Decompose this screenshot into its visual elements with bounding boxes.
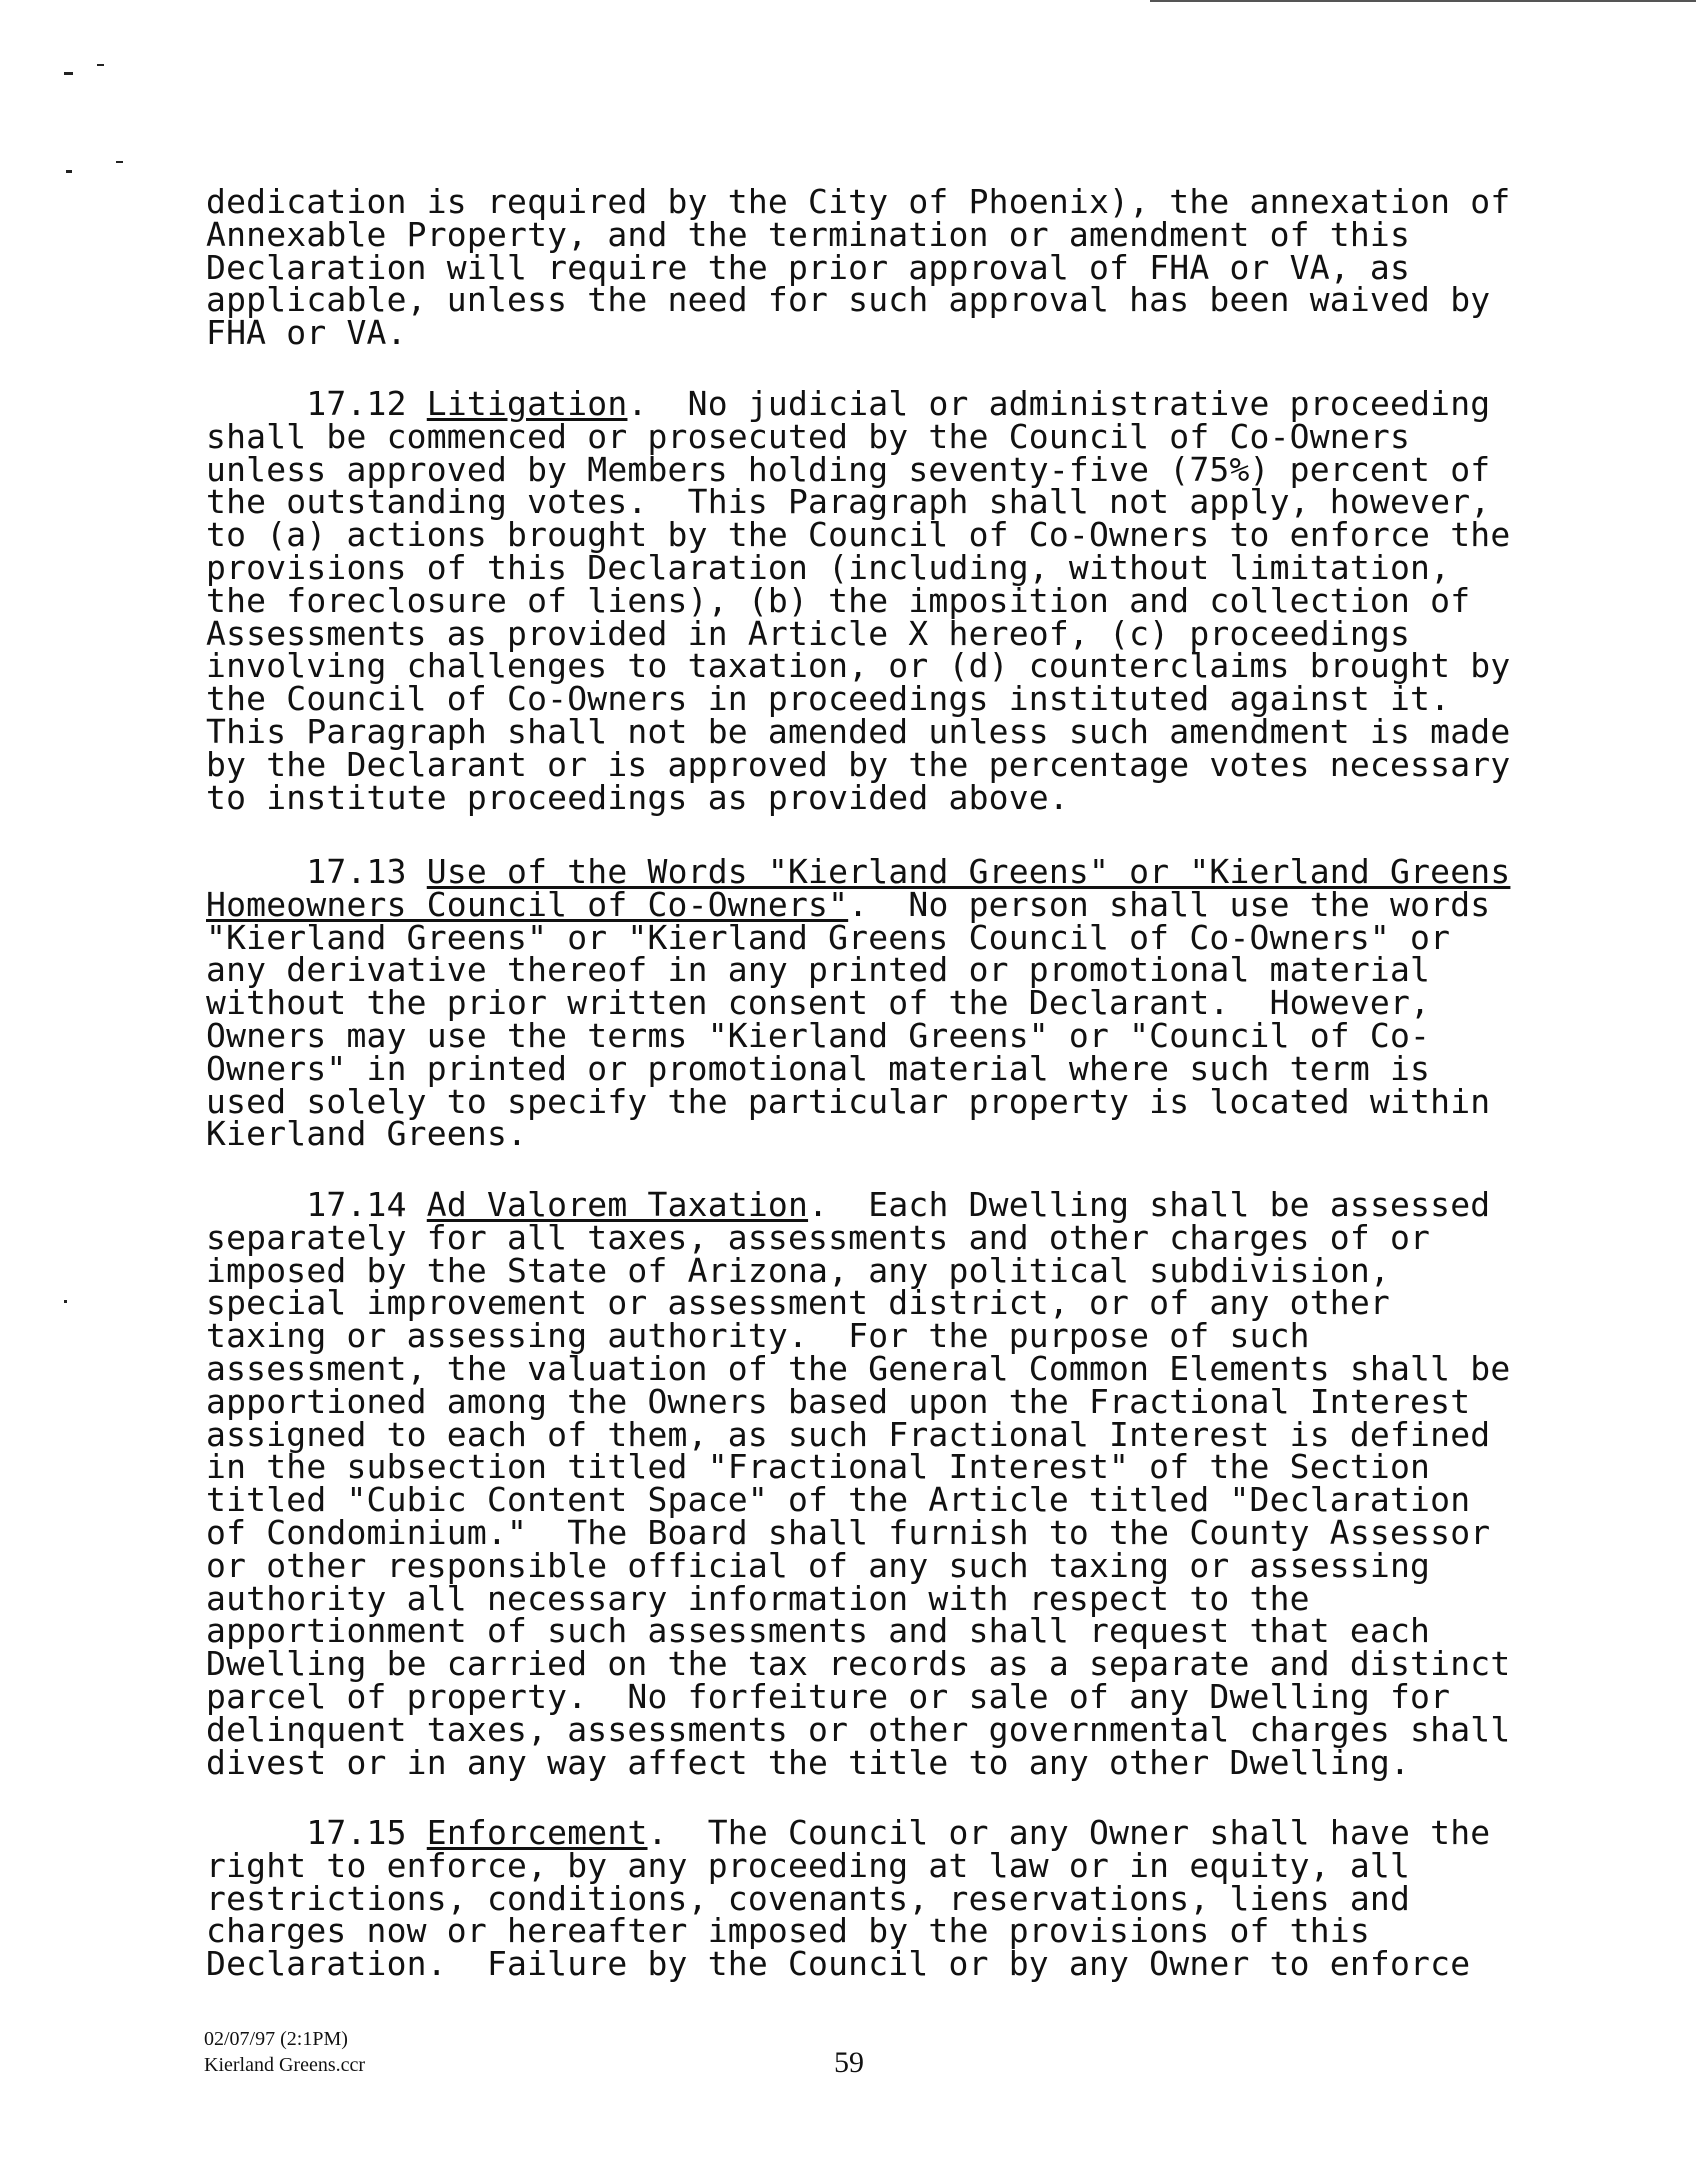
text-line: in the subsection titled "Fractional Interest" of the Section [206,1447,1431,1487]
text-line: This Paragraph shall not be amended unless such amendment is made [206,711,1511,751]
footer-filename: Kierland Greens.ccr [204,2054,366,2076]
text-line: unless approved by Members holding seventy-five (75%) percent of [206,449,1491,489]
text-line: Kierland Greens. [206,1114,528,1154]
text-line: to (a) actions brought by the Council of Co-Owners to enforce the [206,515,1511,555]
text-line: charges now or hereafter imposed by the provisions of this [206,1911,1370,1951]
text-line: or other responsible official of any such taxing or assessing [206,1545,1431,1585]
text-line: Annexable Property, and the termination or amendment of this [206,214,1411,254]
text-line: dedication is required by the City of Phoenix), the annexation of [206,182,1511,221]
text-line: of Condominium." The Board shall furnish to the County Assessor [206,1512,1491,1552]
text-line: Owners may use the terms "Kierland Greens" or "Council of Co- [206,1015,1431,1055]
text-line: special improvement or assessment district, or of any other [206,1283,1390,1323]
text-line: Declaration will require the prior approval of FHA or VA, as [206,247,1411,287]
text-line: separately for all taxes, assessments and other charges of or [206,1217,1431,1257]
text-line: Assessments as provided in Article X hereof, (c) proceedings [206,613,1411,653]
text-line: apportioned among the Owners based upon the Fractional Interest [206,1381,1471,1421]
section-number: 17.15 [306,1813,407,1852]
text-line: applicable, unless the need for such approval has been waived by [206,280,1491,320]
text-line: without the prior written consent of the Declarant. However, [206,983,1431,1023]
text-line: FHA or VA. [206,313,407,353]
section-17-14 [206,1185,1586,1782]
section-number: 17.12 [306,384,407,423]
scan-speck [66,170,72,173]
text-line: shall be commenced or prosecuted by the Council of Co-Owners [206,416,1411,456]
text-line: . The Council or any Owner shall have the [647,1813,1491,1852]
text-line: imposed by the State of Arizona, any political subdivision, [206,1250,1390,1290]
text-line: delinquent taxes, assessments or other governmental charges shall [206,1709,1511,1749]
text-line: titled "Cubic Content Space" of the Article titled "Declaration [206,1480,1471,1520]
text-line: the Council of Co-Owners in proceedings instituted against it. [206,679,1451,719]
text-line: to institute proceedings as provided above. [206,777,1069,817]
text-line: by the Declarant or is approved by the percentage votes necessary [206,744,1511,784]
text-line: the foreclosure of liens), (b) the imposition and collection of [206,580,1471,620]
text-line: assigned to each of them, as such Fractional Interest is defined [206,1414,1491,1454]
section-number: 17.14 [306,1185,407,1224]
document-footer [204,2026,365,2078]
text-line: any derivative thereof in any printed or promotional material [206,950,1431,990]
text-line: assessment, the valuation of the General Common Elements shall be [206,1348,1511,1388]
paragraph-continued [206,182,1586,353]
text-line: . No person shall use the words [848,884,1491,924]
text-line: "Kierland Greens" or "Kierland Greens Council of Co-Owners" or [206,917,1451,957]
text-line: Declaration. Failure by the Council or by any Owner to enforce [206,1944,1471,1984]
scan-speck [64,72,73,75]
section-17-13 [206,852,1586,1154]
section-number: 17.13 [306,852,407,891]
section-heading-continued: Homeowners Council of Co-Owners" [206,884,849,924]
text-line: restrictions, conditions, covenants, reservations, liens and [206,1878,1411,1918]
text-line: taxing or assessing authority. For the purpose of such [206,1316,1310,1356]
text-line: apportionment of such assessments and shall request that each [206,1611,1431,1651]
section-heading: Ad Valorem Taxation [426,1185,809,1224]
text-line: authority all necessary information with respect to the [206,1578,1310,1618]
scan-speck [97,64,104,66]
section-heading: Litigation [426,384,628,423]
text-line: parcel of property. No forfeiture or sale of any Dwelling for [206,1676,1451,1716]
text-line: involving challenges to taxation, or (d) counterclaims brought by [206,646,1511,686]
text-line: Owners" in printed or promotional material where such term is [206,1048,1431,1088]
page-number: 59 [834,2046,864,2079]
scan-speck [116,161,123,163]
text-line: used solely to specify the particular property is located within [206,1081,1491,1121]
section-heading: Use of the Words "Kierland Greens" or "Kierland Greens [426,852,1511,891]
text-line: . No judicial or administrative proceeding [627,384,1491,423]
section-heading: Enforcement [426,1813,648,1852]
text-line: the outstanding votes. This Paragraph shall not apply, however, [206,482,1491,522]
text-line: . Each Dwelling shall be assessed [808,1185,1491,1224]
footer-date: 02/07/97 (2:1PM) [204,2028,348,2050]
scan-speck [64,1300,67,1303]
section-17-12 [206,384,1586,817]
section-17-15 [206,1813,1586,1984]
text-line: provisions of this Declaration (including, without limitation, [206,547,1451,587]
text-line: right to enforce, by any proceeding at law or in equity, all [206,1845,1411,1885]
text-line: divest or in any way affect the title to any other Dwelling. [206,1742,1411,1782]
text-line: Dwelling be carried on the tax records as a separate and distinct [206,1644,1511,1684]
scan-top-rule [1150,0,1696,2]
